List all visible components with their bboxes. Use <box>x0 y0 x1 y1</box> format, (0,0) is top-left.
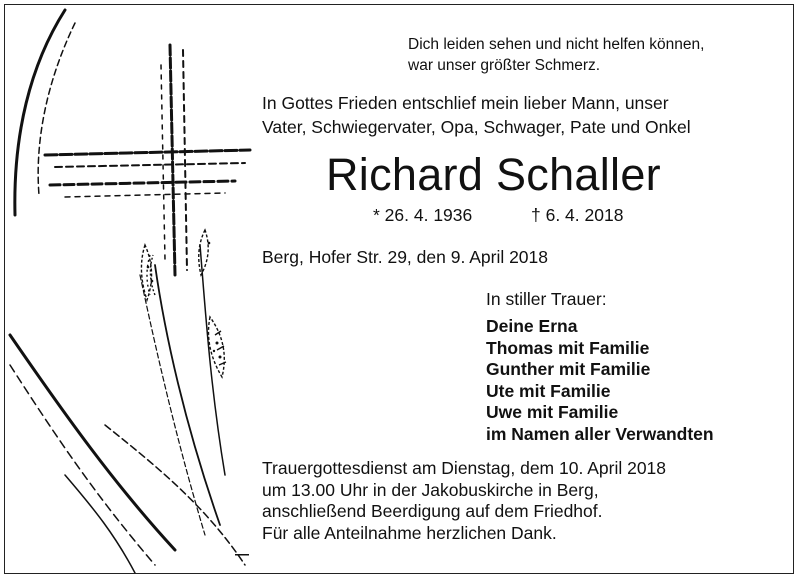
quote-line: Dich leiden sehen und nicht helfen können, <box>408 36 705 53</box>
intro-text <box>262 91 691 139</box>
family-member: Uwe mit Familie <box>486 402 619 422</box>
quote <box>408 34 704 76</box>
quote-line: war unser größter Schmerz. <box>408 57 601 74</box>
family-member: Ute mit Familie <box>486 380 611 401</box>
intro-line: In Gottes Frieden entschlief mein lieber Mann, unser <box>262 93 669 113</box>
service-line: Trauergottesdienst am Dienstag, dem 10. April 2018 <box>262 458 667 478</box>
family-member: Gunther mit Familie <box>486 359 651 379</box>
service-line: um 13.00 Uhr in der Jakobuskirche in Berg, <box>262 479 599 500</box>
birth-date: * 26. 4. 1936 <box>373 205 473 225</box>
family-member: Thomas mit Familie <box>486 337 650 358</box>
service-line: anschließend Beerdigung auf dem Friedhof. <box>262 501 603 521</box>
intro-line: Vater, Schwiegervater, Opa, Schwager, Pate und Onkel <box>262 117 691 137</box>
place-date: Berg, Hofer Str. 29, den 9. April 2018 <box>262 247 549 267</box>
death-date: † 6. 4. 2018 <box>531 205 624 225</box>
cross-wheat-illustration <box>5 5 255 573</box>
mourning-heading: In stiller Trauer: <box>486 289 607 309</box>
deceased-name: Richard Schaller <box>326 149 661 200</box>
family-member: im Namen aller Verwandten <box>486 423 714 444</box>
service-line: Für alle Anteilnahme herzlichen Dank. <box>262 522 557 543</box>
family-member: Deine Erna <box>486 316 578 336</box>
family-list <box>486 316 714 445</box>
service-info <box>262 458 666 544</box>
